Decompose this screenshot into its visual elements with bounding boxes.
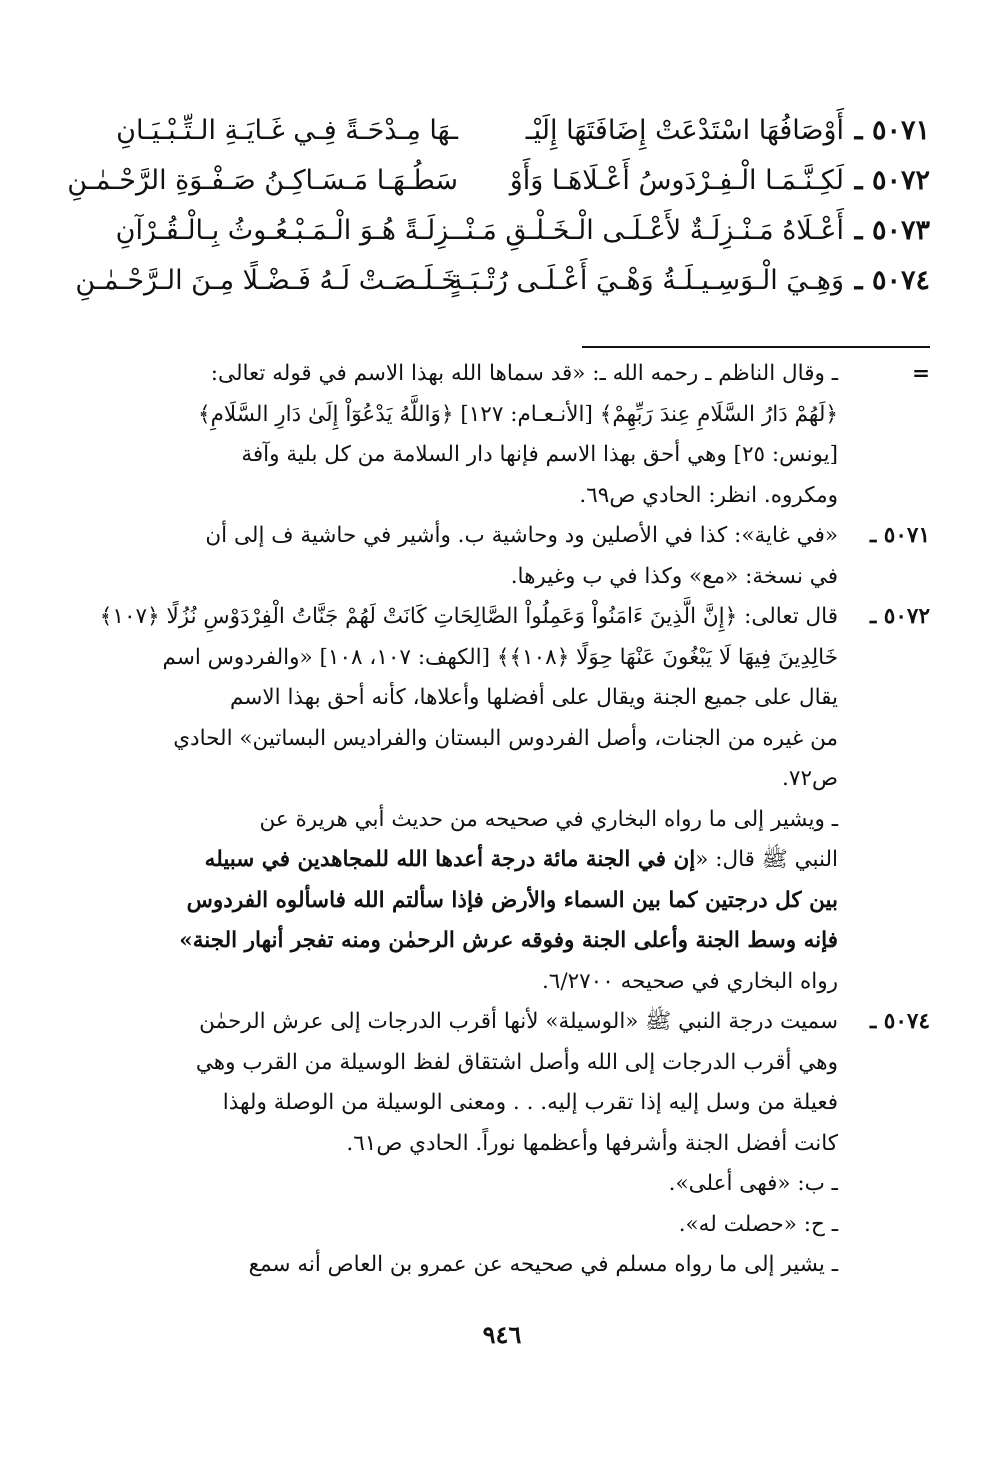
footnote-line: ﴿لَهُمْ دَارُ السَّلَامِ عِندَ رَبِّهِمْ﴾ [الأنـعـام: ١٢٧] ﴿وَاللَّهُ يَدْعُوٓاْ إِلَىٰ دَارِ السَّلَامِ﴾	[198, 401, 838, 427]
footnote-line: قال تعالى: ﴿إِنَّ الَّذِينَ ءَامَنُواْ وَعَمِلُواْ الصَّالِحَاتِ كَانَتْ لَهُمْ جَنَّاتُ الْفِرْدَوْسِ نُزُلًا ﴿١٠٧﴾	[99, 604, 838, 629]
footnote-separator	[582, 346, 930, 348]
footnote	[62, 1002, 930, 1286]
verse-line	[62, 106, 930, 156]
footnote-line: في نسخة: «مع» وكذا في ب وغيرها.	[510, 563, 838, 589]
footnote	[62, 354, 930, 516]
verse-first-hemistich: أَوْصَافُهَا اسْتَدْعَتْ إِضَافَتَهَا إِلَيْـ	[525, 115, 844, 146]
footnote-line: [يونس: ٢٥] وهي أحق بهذا الاسم فإنها دار السلامة من كل بلية وآفة	[241, 442, 838, 467]
verse-first-hemistich: أَعْـلَاهُ مَـنْـزِلَـةٌ لأَعْـلَـى الْـخَـلْـقِ مَـنْـ	[458, 215, 844, 246]
footnote-line: كانت أفضل الجنة وأشرفها وأعظمها نوراً. الحادي ص٦١.	[346, 1130, 838, 1156]
verse-number: ٥٠٧٤ ـ	[854, 265, 930, 296]
verse-second-hemistich: ـزِلَـةً هُـوَ الْـمَـبْـعُـوثُ بِـالْـقُـرْآنِ	[115, 215, 458, 246]
hadith-text: بين كل درجتين كما بين السماء والأرض فإذا سألتم الله فاسألوه الفردوس	[186, 887, 838, 913]
footnote	[62, 516, 930, 597]
verse-second-hemistich: سَطُـهَـا مَـسَـاكِـنُ صَـفْـوَةِ الرَّحْـمٰـنِ	[67, 165, 458, 196]
page-number: ٩٤٦	[482, 1320, 522, 1349]
footnote-line: من غيره من الجنات، وأصل الفردوس البستان والفراديس البساتين» الحادي	[173, 725, 838, 751]
hadith-text: فإنه وسط الجنة وأعلى الجنة وفوقه عرش الرحمٰن ومنه تفجر أنهار الجنة»	[179, 928, 838, 953]
verse-number: ٥٠٧٣ ـ	[854, 215, 930, 246]
footnote-line: وهي أقرب الدرجات إلى الله وأصل اشتقاق لفظ الوسيلة من القرب وهي	[195, 1049, 838, 1075]
hadith-intro: النبي ﷺ قال: «	[695, 847, 838, 872]
footnote-body	[62, 597, 838, 800]
footnotes	[62, 354, 930, 1286]
footnote	[62, 800, 930, 1003]
footnote-number: =	[911, 361, 930, 386]
footnote-line: ومكروه. انظر: الحادي ص٦٩.	[579, 482, 838, 508]
footnote-line: سميت درجة النبي ﷺ «الوسيلة» لأنها أقرب الدرجات إلى عرش الرحمٰن	[199, 1009, 838, 1034]
footnote-body	[62, 516, 838, 597]
footnote-line: ـ ب: «فهى أعلى».	[668, 1171, 838, 1196]
page-content	[62, 106, 930, 1286]
footnote-number: ٥٠٧٢ ـ	[870, 604, 930, 629]
footnote-line: يقال على جميع الجنة ويقال على أفضلها وأعلاها، كأنه أحق بهذا الاسم	[230, 685, 838, 710]
footnote-line	[62, 840, 838, 881]
verse-line	[62, 256, 930, 306]
verse-number: ٥٠٧١ ـ	[854, 115, 930, 146]
footnote-body	[62, 1002, 838, 1286]
footnote-body	[62, 800, 838, 1003]
verse-number: ٥٠٧٢ ـ	[854, 165, 930, 196]
footnote-line: ـ يشير إلى ما رواه مسلم في صحيحه عن عمرو بن العاص أنه سمع	[248, 1252, 838, 1277]
verse-second-hemistich: خَـلَـصَـتْ لَـهُ فَـضْـلًا مِـنَ الـرَّحْـمٰـنِ	[75, 265, 458, 296]
verse-first-hemistich: لَكِـنَّـمَـا الْـفِـرْدَوسُ أَعْـلَاهَـا وَأَوْ	[509, 165, 844, 196]
footnote-line: «في غاية»: كذا في الأصلين ود وحاشية ب. وأشير في حاشية ف إلى أن	[205, 523, 838, 548]
footnote-line: ص٧٢.	[782, 766, 838, 791]
footnote-line: خَالِدِينَ فِيهَا لَا يَبْغُونَ عَنْهَا حِوَلًا ﴿١٠٨﴾﴾ [الكهف: ١٠٧، ١٠٨] «والفردوس اسم	[162, 644, 838, 670]
hadith-text: إن في الجنة مائة درجة أعدها الله للمجاهدين في سبيله	[204, 847, 696, 872]
footnote-line: رواه البخاري في صحيحه ٦/٢٧٠٠.	[541, 968, 838, 994]
footnote	[62, 597, 930, 800]
footnote-number: ٥٠٧٤ ـ	[870, 1009, 930, 1034]
footnote-number: ٥٠٧١ ـ	[870, 523, 930, 548]
footnote-line: ـ ح: «حصلت له».	[678, 1211, 838, 1237]
verse-block	[62, 106, 930, 306]
verse-line	[62, 156, 930, 206]
footnote-body	[62, 354, 838, 516]
verse-line	[62, 206, 930, 256]
footnote-line: ـ ويشير إلى ما رواه البخاري في صحيحه من حديث أبي هريرة عن	[259, 806, 838, 832]
footnote-line: ـ وقال الناظم ـ رحمه الله ـ: «قد سماها الله بهذا الاسم في قوله تعالى:	[210, 361, 838, 386]
verse-first-hemistich: وَهِـيَ الْـوَسِـيـلَـةُ وَهْـيَ أَعْـلَـى رُتْـبَـةٍ	[448, 265, 844, 296]
verse-second-hemistich: ـهَا مِـدْحَـةً فِـي غَـايَـةِ الـتِّـبْـيَـانِ	[116, 115, 458, 146]
footnote-line: فعيلة من وسل إليه إذا تقرب إليه. . . ومعنى الوسيلة من الوصلة ولهذا	[222, 1090, 838, 1115]
